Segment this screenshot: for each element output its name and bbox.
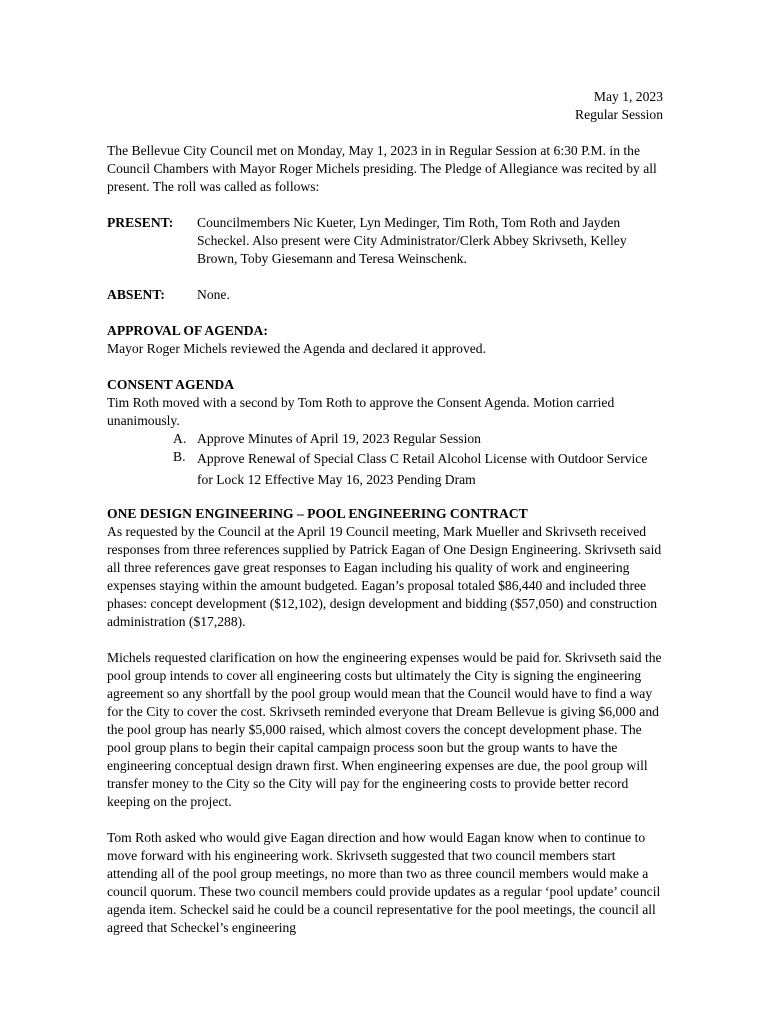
- absent-text: None.: [197, 287, 230, 302]
- list-marker: B.: [173, 449, 186, 464]
- consent-heading: CONSENT AGENDA: [107, 377, 235, 392]
- intro-paragraph: The Bellevue City Council met on Monday, May 1, 2023 in in Regular Session at 6:30 P.M. in the Council Chambers with Mayor Roger Michels presiding. The Pledge of Allegiance was recited by all present. The roll was called as follows:: [107, 143, 657, 194]
- present-text: Councilmembers Nic Kueter, Lyn Medinger, Tim Roth, Tom Roth and Jayden Scheckel. Also present were City Administrator/Clerk Abbey Skrivseth, Kelley Brown, Toby Giesemann and Teresa Weinschenk.: [197, 215, 627, 266]
- session-type: Regular Session: [575, 107, 663, 122]
- agenda-heading: APPROVAL OF AGENDA:: [107, 323, 268, 338]
- absent-label: ABSENT:: [107, 287, 165, 302]
- document-content: [107, 88, 663, 937]
- engineering-paragraph-3: Tom Roth asked who would give Eagan direction and how would Eagan know when to continue to move forward with his engineering work. Skrivseth suggested that two council members start attending all of the pool group meetings, no more than two as three council members would make a council quorum. These two council members could provide updates as a regular ‘pool update’ council agenda item. Scheckel said he could be a council representative for the pool meetings, the council all agreed that Scheckel’s engineering: [107, 830, 661, 935]
- list-item-text: Approve Minutes of April 19, 2023 Regular Session: [197, 431, 481, 446]
- agenda-text: Mayor Roger Michels reviewed the Agenda and declared it approved.: [107, 341, 486, 356]
- list-item: [107, 448, 663, 490]
- list-item-text: Approve Renewal of Special Class C Retail Alcohol License with Outdoor Service for Lock 12 Effective May 16, 2023 Pending Dram: [197, 451, 648, 487]
- list-marker: A.: [173, 431, 187, 446]
- header-block: [107, 88, 663, 124]
- absent-row: [107, 286, 663, 304]
- engineering-paragraph-1: As requested by the Council at the April 19 Council meeting, Mark Mueller and Skrivseth received responses from three references supplied by Patrick Eagan of One Design Engineering. Skrivseth said all three references gave great responses to Eagan including his quality of work and engineering expenses staying within the amount budgeted. Eagan’s proposal totaled $86,440 and included three phases: concept development ($12,102), design development and bidding ($57,050) and construction administration ($17,288).: [107, 524, 662, 629]
- meeting-date: May 1, 2023: [593, 89, 663, 104]
- consent-text: Tim Roth moved with a second by Tom Roth to approve the Consent Agenda. Motion carried unanimously.: [107, 395, 615, 428]
- engineering-paragraph-2: Michels requested clarification on how the engineering expenses would be paid for. Skrivseth said the pool group intends to cover all engineering costs but ultimately the City is signing the engineering agreement so any shortfall by the pool group would mean that the Council would have to find a way for the City to cover the cost. Skrivseth reminded everyone that Dream Bellevue is giving $6,000 and the pool group has nearly $5,000 raised, which almost covers the concept development phase. The pool group plans to begin their capital campaign process soon but the group wants to have the engineering conceptual design drawn first. When engineering expenses are due, the pool group will transfer money to the City so the City will pay for the engineering costs to provide better record keeping on the project.: [107, 650, 662, 809]
- present-row: [107, 214, 663, 268]
- consent-items: [107, 430, 663, 490]
- engineering-heading: ONE DESIGN ENGINEERING – POOL ENGINEERING CONTRACT: [107, 506, 528, 521]
- present-label: PRESENT:: [107, 215, 174, 230]
- list-item: [107, 430, 663, 448]
